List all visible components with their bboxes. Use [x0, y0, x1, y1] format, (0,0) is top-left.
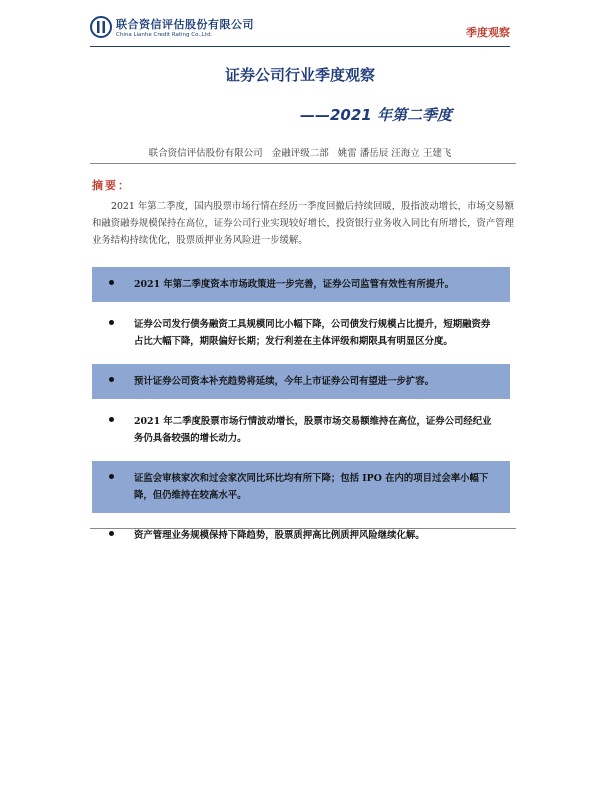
key-point-text: 资产管理业务规模保持下降趋势，股票质押高比例质押风险继续化解。: [134, 530, 425, 541]
key-point-item: [92, 267, 510, 302]
company-name-cn: 联合资信评估股份有限公司: [116, 18, 254, 31]
key-point-item: [92, 461, 510, 513]
bullet-dot-icon: [109, 320, 114, 325]
key-point-item: [92, 307, 510, 359]
report-subtitle: ——2021 年第二季度: [300, 106, 452, 124]
key-point-text: 预计证券公司资本补充趋势将延续，今年上市证券公司有望进一步扩容。: [134, 376, 435, 387]
key-point-text: 证券公司发行债务融资工具规模同比小幅下降，公司债发行规模占比提升，短期融资券占比大幅下降，期限偏好长期；发行利差在主体评级和期限具有明显区分度。: [134, 319, 491, 347]
author-divider: [90, 163, 516, 164]
company-name-en: China Lianhe Credit Rating Co.,Ltd.: [116, 32, 213, 38]
summary-end-divider: [90, 528, 516, 529]
author-names: 姚雷 潘岳辰 汪海立 王建飞: [337, 148, 452, 159]
key-point-item: [92, 404, 510, 456]
key-points-list: [92, 267, 510, 558]
bullet-dot-icon: [109, 531, 114, 536]
bullet-dot-icon: [109, 417, 114, 422]
author-line: [0, 145, 600, 159]
abstract-text: 2021 年第二季度，国内股票市场行情在经历一季度回撤后持续回暖，股指波动增长，市场交易额和融资融券规模保持在高位，证券公司行业实现较好增长，投资银行业务收入同比有所增长，资产管理业务结构持续优化，股票质押业务风险进一步缓解。: [92, 201, 514, 246]
bullet-dot-icon: [109, 280, 114, 285]
report-title: 证券公司行业季度观察: [224, 66, 375, 84]
key-point-text: 证监会审核家次和过会家次同比环比均有所下降；包括 IPO 在内的项目过会率小幅下降，但仍维持在较高水平。: [134, 473, 489, 501]
header-divider: [90, 46, 510, 47]
key-point-text: 2021 年第二季度资本市场政策进一步完善，证券公司监管有效性有所提升。: [134, 279, 454, 290]
bullet-dot-icon: [109, 474, 114, 479]
key-point-item: [92, 518, 510, 553]
key-point-text: 2021 年二季度股票市场行情波动增长，股票市场交易额维持在高位，证券公司经纪业务仍具备较强的增长动力。: [134, 416, 492, 444]
author-dept: 金融评级二部: [271, 148, 329, 159]
abstract-label: 摘要：: [92, 179, 131, 192]
report-type-tag: 季度观察: [466, 26, 510, 39]
page-header: [90, 14, 510, 48]
bullet-dot-icon: [109, 377, 114, 382]
key-point-item: [92, 364, 510, 399]
author-org: 联合资信评估股份有限公司: [148, 148, 263, 159]
company-logo-icon: [90, 16, 112, 38]
